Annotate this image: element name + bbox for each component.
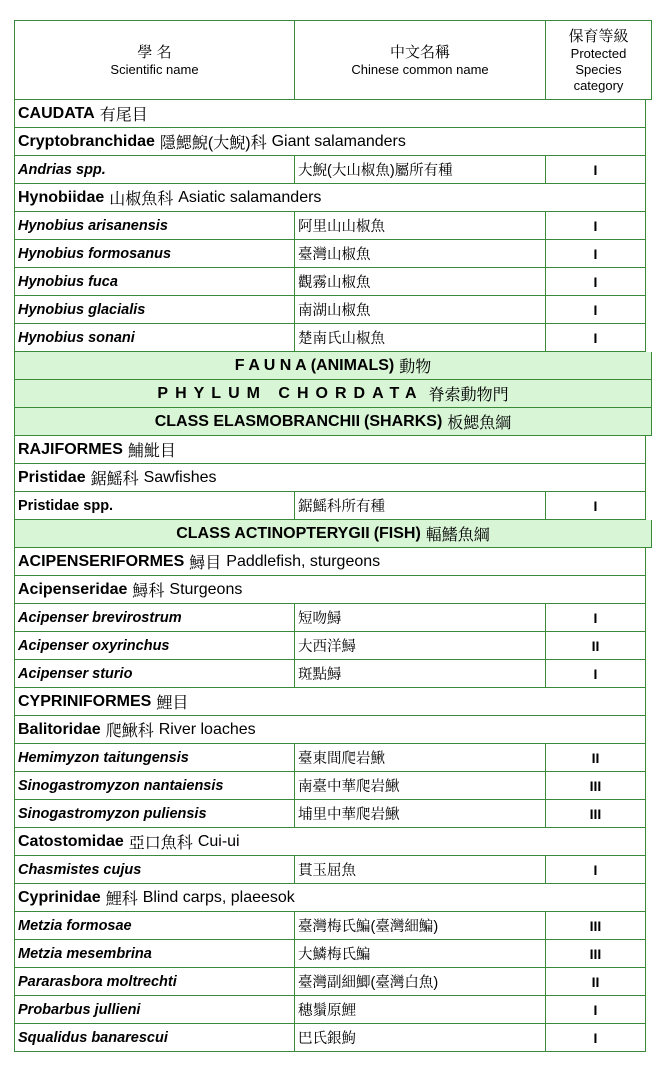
header-category-en-3: category bbox=[573, 77, 624, 93]
scientific-name-cell: Sinogastromyzon puliensis bbox=[15, 800, 295, 827]
section-banner-cell bbox=[15, 520, 651, 547]
taxon-group-row bbox=[14, 828, 646, 856]
category-cell: III bbox=[589, 777, 602, 794]
banner-subtitle: (FISH) bbox=[373, 524, 421, 542]
scientific-name-cell: Acipenser oxyrinchus bbox=[15, 632, 295, 659]
section-banner-row bbox=[14, 520, 652, 548]
table-row bbox=[14, 212, 646, 240]
taxon-group-row bbox=[14, 716, 646, 744]
banner-title: F A U N A bbox=[234, 356, 307, 374]
scientific-name-cell: Metzia mesembrina bbox=[15, 940, 295, 967]
taxon-group-row bbox=[14, 100, 646, 128]
category-cell: III bbox=[589, 917, 602, 934]
taxon-name: Pristidae bbox=[18, 468, 86, 486]
taxon-group-cell bbox=[15, 716, 645, 743]
category-cell: I bbox=[593, 245, 598, 262]
table-row bbox=[14, 1024, 646, 1052]
taxon-name-zh: 鯉目 bbox=[156, 695, 189, 712]
taxon-group-row bbox=[14, 688, 646, 716]
section-banner-row bbox=[14, 408, 652, 436]
taxon-group-cell bbox=[15, 100, 645, 127]
taxon-group-cell bbox=[15, 436, 645, 463]
scientific-name-cell: Hynobius arisanensis bbox=[15, 212, 295, 239]
taxon-name: CAUDATA bbox=[18, 104, 95, 122]
header-common-name bbox=[295, 21, 546, 99]
common-name-cell: 大鱗梅氏鯿 bbox=[295, 940, 546, 967]
table-row bbox=[14, 912, 646, 940]
table-row bbox=[14, 296, 646, 324]
common-name-cell: 穗鬚原鯉 bbox=[295, 996, 546, 1023]
section-banner-row bbox=[14, 380, 652, 408]
common-name-cell: 臺灣副細鯽(臺灣白魚) bbox=[295, 968, 546, 995]
banner-title-zh: 輻鰭魚綱 bbox=[425, 527, 490, 544]
category-cell: II bbox=[591, 637, 600, 654]
common-name-cell: 臺東間爬岩鰍 bbox=[295, 744, 546, 771]
table-header bbox=[14, 20, 652, 100]
category-cell: I bbox=[593, 1029, 598, 1046]
taxon-name-zh: 鋸鰩科 bbox=[90, 471, 139, 488]
banner-subtitle: (SHARKS) bbox=[364, 412, 443, 430]
table-row bbox=[14, 800, 646, 828]
taxon-name-en: Giant salamanders bbox=[271, 132, 406, 150]
taxon-group-cell bbox=[15, 688, 645, 715]
banner-subtitle: (ANIMALS) bbox=[310, 356, 395, 374]
category-cell: I bbox=[593, 1001, 598, 1018]
taxon-name-zh: 鯆魮目 bbox=[127, 443, 176, 460]
table-row bbox=[14, 856, 646, 884]
category-cell: II bbox=[591, 973, 600, 990]
common-name-cell: 貫玉屈魚 bbox=[295, 856, 546, 883]
table-row bbox=[14, 996, 646, 1024]
category-cell: III bbox=[589, 945, 602, 962]
table-row bbox=[14, 324, 646, 352]
scientific-name-cell: Probarbus jullieni bbox=[15, 996, 295, 1023]
common-name-cell: 楚南氏山椒魚 bbox=[295, 324, 546, 351]
common-name-cell: 巴氏銀鮈 bbox=[295, 1024, 546, 1051]
header-category-zh: 保育等級 bbox=[568, 27, 629, 45]
taxon-group-row bbox=[14, 576, 646, 604]
taxon-name: RAJIFORMES bbox=[18, 440, 123, 458]
banner-title-zh: 脊索動物門 bbox=[428, 387, 509, 404]
taxon-group-cell bbox=[15, 184, 645, 211]
taxon-name-zh: 爬鰍科 bbox=[105, 723, 154, 740]
taxon-name: Acipenseridae bbox=[18, 580, 128, 598]
table-row bbox=[14, 604, 646, 632]
table-row bbox=[14, 268, 646, 296]
common-name-cell: 大鯢(大山椒魚)屬所有種 bbox=[295, 156, 546, 183]
table-row bbox=[14, 240, 646, 268]
taxon-name: Catostomidae bbox=[18, 832, 124, 850]
common-name-cell: 觀霧山椒魚 bbox=[295, 268, 546, 295]
scientific-name-cell: Pristidae spp. bbox=[15, 492, 295, 519]
taxon-name-en: Sturgeons bbox=[169, 580, 243, 598]
scientific-name-cell: Sinogastromyzon nantaiensis bbox=[15, 772, 295, 799]
common-name-cell: 短吻鱘 bbox=[295, 604, 546, 631]
taxon-group-cell bbox=[15, 576, 645, 603]
common-name-cell: 阿里山山椒魚 bbox=[295, 212, 546, 239]
header-common-zh: 中文名稱 bbox=[389, 43, 450, 61]
category-cell: I bbox=[593, 273, 598, 290]
header-scientific-name bbox=[15, 21, 295, 99]
scientific-name-cell: Acipenser sturio bbox=[15, 660, 295, 687]
taxon-name-en: Sawfishes bbox=[143, 468, 217, 486]
taxon-group-row bbox=[14, 128, 646, 156]
taxon-name-zh: 隱鰓鯢(大鯢)科 bbox=[159, 135, 267, 152]
taxon-name-zh: 鯉科 bbox=[105, 891, 138, 908]
banner-title: PHYLUM CHORDATA bbox=[157, 384, 424, 402]
banner-title-zh: 動物 bbox=[399, 359, 432, 376]
table-row bbox=[14, 744, 646, 772]
header-category bbox=[546, 21, 651, 99]
taxon-name-zh: 有尾目 bbox=[99, 107, 148, 124]
taxon-name-zh: 亞口魚科 bbox=[128, 835, 193, 852]
common-name-cell: 臺灣梅氏鯿(臺灣細鯿) bbox=[295, 912, 546, 939]
taxon-name: Balitoridae bbox=[18, 720, 101, 738]
scientific-name-cell: Hynobius glacialis bbox=[15, 296, 295, 323]
common-name-cell: 臺灣山椒魚 bbox=[295, 240, 546, 267]
taxon-name-en: Asiatic salamanders bbox=[178, 188, 322, 206]
common-name-cell: 斑點鱘 bbox=[295, 660, 546, 687]
scientific-name-cell: Squalidus banarescui bbox=[15, 1024, 295, 1051]
scientific-name-cell: Hynobius sonani bbox=[15, 324, 295, 351]
taxon-name: CYPRINIFORMES bbox=[18, 692, 152, 710]
scientific-name-cell: Metzia formosae bbox=[15, 912, 295, 939]
banner-title: CLASS ELASMOBRANCHII bbox=[154, 412, 361, 430]
common-name-cell: 南湖山椒魚 bbox=[295, 296, 546, 323]
header-category-en-1: Protected bbox=[570, 45, 627, 61]
table-row bbox=[14, 156, 646, 184]
taxon-name-en: Cui-ui bbox=[197, 832, 240, 850]
category-cell: II bbox=[591, 749, 600, 766]
taxon-name-en: Blind carps, plaeesok bbox=[142, 888, 295, 906]
common-name-cell: 大西洋鱘 bbox=[295, 632, 546, 659]
section-banner-row bbox=[14, 352, 652, 380]
taxon-name: Hynobiidae bbox=[18, 188, 105, 206]
banner-title: CLASS ACTINOPTERYGII bbox=[176, 524, 370, 542]
header-common-en: Chinese common name bbox=[351, 61, 489, 77]
taxon-group-cell bbox=[15, 884, 645, 911]
taxon-name-en: River loaches bbox=[158, 720, 256, 738]
banner-title-zh: 板鰓魚綱 bbox=[447, 415, 512, 432]
taxon-name-zh: 山椒魚科 bbox=[109, 191, 174, 208]
category-cell: I bbox=[593, 301, 598, 318]
scientific-name-cell: Andrias spp. bbox=[15, 156, 295, 183]
table-row bbox=[14, 660, 646, 688]
category-cell: I bbox=[593, 161, 598, 178]
common-name-cell: 鋸鰩科所有種 bbox=[295, 492, 546, 519]
section-banner-cell bbox=[15, 380, 651, 407]
category-cell: I bbox=[593, 497, 598, 514]
taxon-group-cell bbox=[15, 464, 645, 491]
category-cell: I bbox=[593, 609, 598, 626]
scientific-name-cell: Hynobius fuca bbox=[15, 268, 295, 295]
table-row bbox=[14, 772, 646, 800]
taxon-name-zh: 鱘目 bbox=[189, 555, 222, 572]
taxon-group-cell bbox=[15, 828, 645, 855]
taxon-name: Cryptobranchidae bbox=[18, 132, 155, 150]
taxon-group-row bbox=[14, 436, 646, 464]
table-row bbox=[14, 968, 646, 996]
header-scientific-en: Scientific name bbox=[110, 61, 199, 77]
section-banner-cell bbox=[15, 352, 651, 379]
category-cell: I bbox=[593, 217, 598, 234]
scientific-name-cell: Hemimyzon taitungensis bbox=[15, 744, 295, 771]
category-cell: I bbox=[593, 329, 598, 346]
taxon-group-row bbox=[14, 548, 646, 576]
taxon-group-row bbox=[14, 884, 646, 912]
category-cell: I bbox=[593, 861, 598, 878]
header-scientific-zh: 學 名 bbox=[137, 43, 172, 61]
taxon-group-row bbox=[14, 184, 646, 212]
scientific-name-cell: Hynobius formosanus bbox=[15, 240, 295, 267]
taxon-name-zh: 鱘科 bbox=[132, 583, 165, 600]
category-cell: III bbox=[589, 805, 602, 822]
header-category-en-2: Species bbox=[575, 61, 622, 77]
table-row bbox=[14, 632, 646, 660]
category-cell: I bbox=[593, 665, 598, 682]
table-row bbox=[14, 492, 646, 520]
common-name-cell: 南臺中華爬岩鰍 bbox=[295, 772, 546, 799]
scientific-name-cell: Pararasbora moltrechti bbox=[15, 968, 295, 995]
taxon-name-en: Paddlefish, sturgeons bbox=[226, 552, 381, 570]
taxon-group-cell bbox=[15, 548, 645, 575]
section-banner-cell bbox=[15, 408, 651, 435]
taxon-group-cell bbox=[15, 128, 645, 155]
taxon-name: ACIPENSERIFORMES bbox=[18, 552, 185, 570]
taxon-name: Cyprinidae bbox=[18, 888, 101, 906]
common-name-cell: 埔里中華爬岩鰍 bbox=[295, 800, 546, 827]
scientific-name-cell: Acipenser brevirostrum bbox=[15, 604, 295, 631]
taxon-group-row bbox=[14, 464, 646, 492]
table-row bbox=[14, 940, 646, 968]
scientific-name-cell: Chasmistes cujus bbox=[15, 856, 295, 883]
